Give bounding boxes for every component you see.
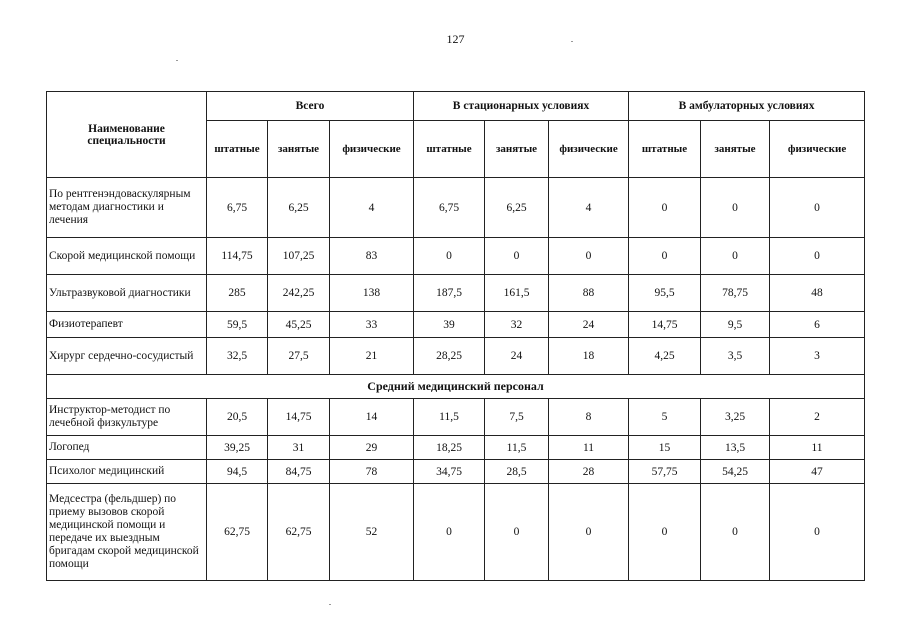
header-subcol: занятые <box>701 121 770 178</box>
cell: 95,5 <box>629 275 701 312</box>
cell: 4 <box>330 178 414 238</box>
cell: 11,5 <box>414 399 485 436</box>
cell: 57,75 <box>629 460 701 484</box>
cell: 7,5 <box>485 399 549 436</box>
cell: 0 <box>770 484 865 581</box>
cell: 78 <box>330 460 414 484</box>
cell: 88 <box>549 275 629 312</box>
cell: 9,5 <box>701 312 770 338</box>
cell: 34,75 <box>414 460 485 484</box>
cell: 0 <box>701 238 770 275</box>
cell: 14 <box>330 399 414 436</box>
section-title: Средний медицинский персонал <box>47 375 865 399</box>
table-row <box>47 275 865 312</box>
cell: 6,25 <box>485 178 549 238</box>
cell: 11,5 <box>485 436 549 460</box>
row-name: Скорой медицинской помощи <box>47 238 207 275</box>
cell: 3 <box>770 338 865 375</box>
cell: 0 <box>485 238 549 275</box>
cell: 21 <box>330 338 414 375</box>
cell: 31 <box>268 436 330 460</box>
header-subcol: физические <box>549 121 629 178</box>
cell: 13,5 <box>701 436 770 460</box>
cell: 62,75 <box>207 484 268 581</box>
cell: 242,25 <box>268 275 330 312</box>
cell: 28 <box>549 460 629 484</box>
cell: 59,5 <box>207 312 268 338</box>
header-group-inpatient: В стационарных условиях <box>414 92 629 121</box>
cell: 114,75 <box>207 238 268 275</box>
cell: 20,5 <box>207 399 268 436</box>
cell: 62,75 <box>268 484 330 581</box>
cell: 161,5 <box>485 275 549 312</box>
cell: 0 <box>549 238 629 275</box>
scan-speck <box>329 604 331 605</box>
table-row <box>47 178 865 238</box>
staffing-table <box>46 91 865 581</box>
cell: 84,75 <box>268 460 330 484</box>
cell: 4,25 <box>629 338 701 375</box>
table-row <box>47 484 865 581</box>
cell: 285 <box>207 275 268 312</box>
header-subcol: штатные <box>629 121 701 178</box>
cell: 28,25 <box>414 338 485 375</box>
header-subcol: штатные <box>414 121 485 178</box>
cell: 5 <box>629 399 701 436</box>
header-name-col: Наименование специальности <box>47 92 207 178</box>
cell: 45,25 <box>268 312 330 338</box>
cell: 187,5 <box>414 275 485 312</box>
row-name: Инструктор-методист по лечебной физкультуре <box>47 399 207 436</box>
cell: 8 <box>549 399 629 436</box>
cell: 0 <box>485 484 549 581</box>
row-name: Хирург сердечно-сосудистый <box>47 338 207 375</box>
row-name: Медсестра (фельдшер) по приему вызовов скорой медицинской помощи и передаче их выездным бригадам скорой медицинской помощи <box>47 484 207 581</box>
cell: 15 <box>629 436 701 460</box>
cell: 18 <box>549 338 629 375</box>
cell: 47 <box>770 460 865 484</box>
cell: 32 <box>485 312 549 338</box>
scan-speck <box>571 41 573 42</box>
row-name: Психолог медицинский <box>47 460 207 484</box>
cell: 6,75 <box>414 178 485 238</box>
table-row <box>47 436 865 460</box>
cell: 0 <box>414 238 485 275</box>
header-group-outpatient: В амбулаторных условиях <box>629 92 865 121</box>
cell: 52 <box>330 484 414 581</box>
header-row-groups <box>47 92 865 121</box>
row-name: Логопед <box>47 436 207 460</box>
cell: 3,5 <box>701 338 770 375</box>
cell: 6 <box>770 312 865 338</box>
cell: 0 <box>629 178 701 238</box>
cell: 3,25 <box>701 399 770 436</box>
cell: 0 <box>629 238 701 275</box>
cell: 14,75 <box>268 399 330 436</box>
cell: 6,75 <box>207 178 268 238</box>
cell: 14,75 <box>629 312 701 338</box>
cell: 18,25 <box>414 436 485 460</box>
cell: 28,5 <box>485 460 549 484</box>
cell: 0 <box>549 484 629 581</box>
cell: 107,25 <box>268 238 330 275</box>
cell: 0 <box>629 484 701 581</box>
cell: 33 <box>330 312 414 338</box>
header-subcol: физические <box>770 121 865 178</box>
cell: 138 <box>330 275 414 312</box>
cell: 32,5 <box>207 338 268 375</box>
table-row <box>47 312 865 338</box>
header-subcol: занятые <box>268 121 330 178</box>
cell: 83 <box>330 238 414 275</box>
cell: 27,5 <box>268 338 330 375</box>
cell: 0 <box>701 484 770 581</box>
cell: 29 <box>330 436 414 460</box>
cell: 48 <box>770 275 865 312</box>
cell: 24 <box>549 312 629 338</box>
cell: 6,25 <box>268 178 330 238</box>
row-name: Ультразвуковой диагностики <box>47 275 207 312</box>
cell: 39,25 <box>207 436 268 460</box>
cell: 54,25 <box>701 460 770 484</box>
cell: 0 <box>770 178 865 238</box>
row-name: Физиотерапевт <box>47 312 207 338</box>
header-subcol: физические <box>330 121 414 178</box>
cell: 11 <box>770 436 865 460</box>
cell: 94,5 <box>207 460 268 484</box>
cell: 78,75 <box>701 275 770 312</box>
table-row <box>47 338 865 375</box>
table-row <box>47 238 865 275</box>
row-name: По рентгенэндоваскулярным методам диагностики и лечения <box>47 178 207 238</box>
header-group-total: Всего <box>207 92 414 121</box>
cell: 4 <box>549 178 629 238</box>
page-number: 127 <box>446 32 465 46</box>
cell: 2 <box>770 399 865 436</box>
cell: 24 <box>485 338 549 375</box>
table-row <box>47 399 865 436</box>
cell: 39 <box>414 312 485 338</box>
cell: 0 <box>414 484 485 581</box>
scan-speck <box>176 60 178 61</box>
header-subcol: штатные <box>207 121 268 178</box>
section-row <box>47 375 865 399</box>
cell: 11 <box>549 436 629 460</box>
cell: 0 <box>770 238 865 275</box>
cell: 0 <box>701 178 770 238</box>
header-subcol: занятые <box>485 121 549 178</box>
table-row <box>47 460 865 484</box>
